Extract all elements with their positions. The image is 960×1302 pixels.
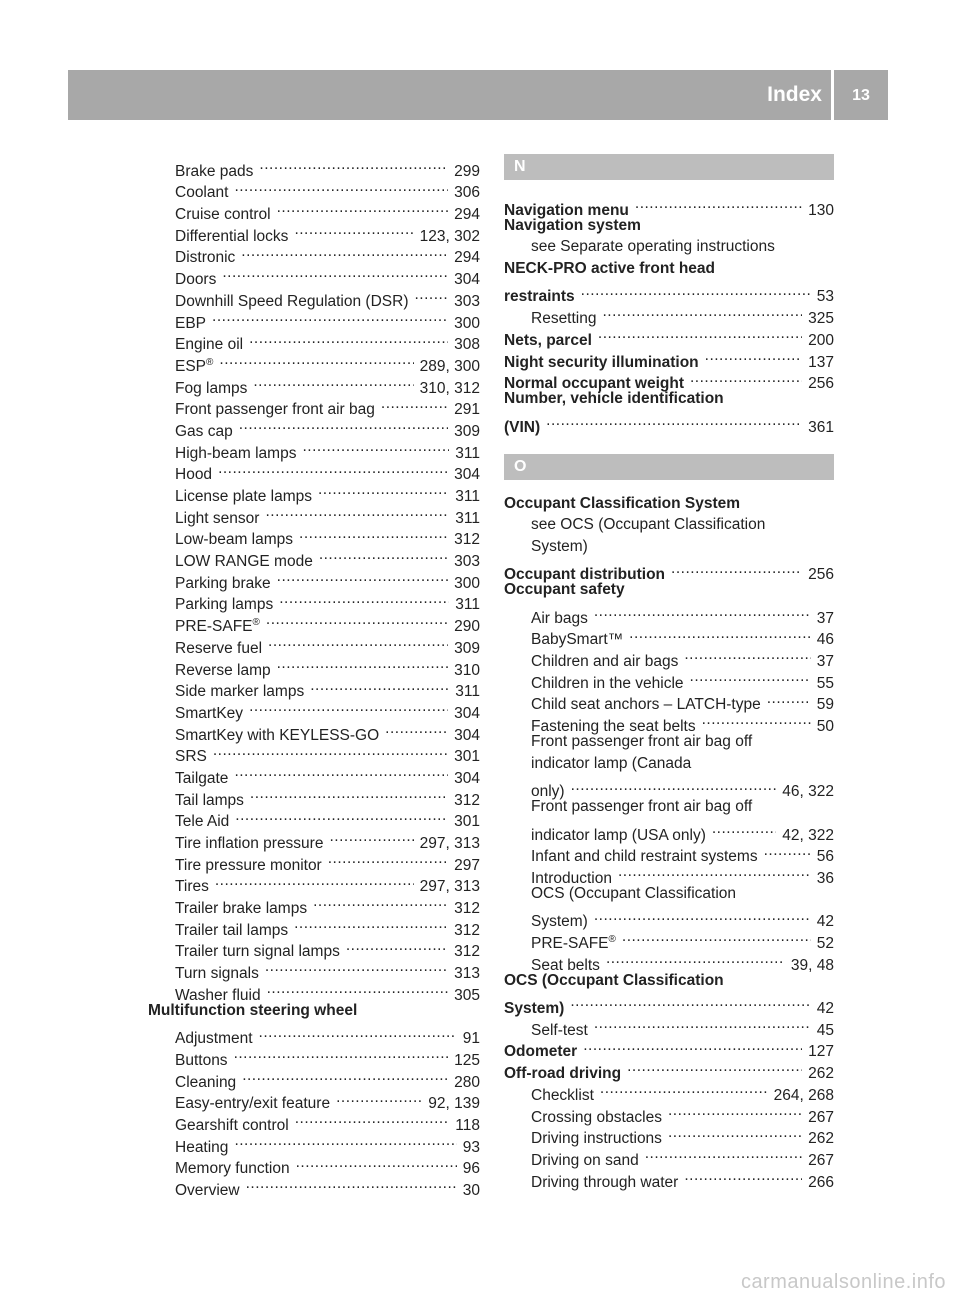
entry-page-number: 304 [454, 769, 480, 787]
dot-leader [336, 1087, 422, 1109]
dot-leader [684, 644, 810, 666]
entry-page-number: 311 [455, 596, 480, 614]
dot-leader [668, 1100, 802, 1122]
entry-label: Front passenger front air bag off [531, 798, 753, 816]
entry-page-number: 42, 322 [782, 826, 834, 844]
dot-leader [299, 523, 448, 545]
dot-leader [259, 1022, 457, 1044]
dot-leader [218, 458, 448, 480]
entry-label: indicator lamp (USA only) [531, 826, 706, 844]
dot-leader [294, 913, 448, 935]
entry-label: Crossing obstacles [531, 1108, 662, 1126]
entry-label: Reverse lamp [175, 661, 271, 679]
index-entry [504, 236, 834, 258]
entry-label: ESP® [175, 356, 214, 375]
entry-page-number: 304 [454, 271, 480, 289]
dot-leader [702, 709, 811, 731]
dot-leader [594, 601, 811, 623]
entry-page-number: 325 [808, 310, 834, 328]
index-entry [504, 753, 834, 775]
index-entry [148, 1022, 480, 1048]
dot-leader [635, 193, 802, 215]
dot-leader [234, 761, 448, 783]
entry-label: Light sensor [175, 509, 260, 527]
entry-page-number: 300 [454, 574, 480, 592]
entry-page-number: 291 [454, 401, 480, 419]
entry-page-number: 312 [454, 943, 480, 961]
dot-leader [234, 1130, 456, 1152]
dot-leader [215, 870, 414, 892]
entry-label: Resetting [531, 310, 597, 328]
entry-page-number: 42 [816, 1000, 834, 1018]
index-entry [504, 558, 834, 584]
entry-label: Side marker lamps [175, 683, 305, 701]
index-entry [504, 493, 834, 515]
entry-label: Trailer brake lamps [175, 900, 308, 918]
dot-leader [690, 666, 811, 688]
dot-leader [277, 653, 449, 675]
entry-page-number: 312 [454, 791, 480, 809]
entry-page-number: 39, 48 [790, 956, 834, 974]
entry-label: Tele Aid [175, 813, 230, 831]
entry-page-number: 55 [816, 674, 834, 692]
entry-label: Seat belts [531, 956, 600, 974]
index-entry [504, 991, 834, 1018]
dot-leader [242, 1065, 448, 1087]
entry-label: SmartKey [175, 704, 244, 722]
dot-leader [266, 609, 448, 631]
dot-leader [627, 1056, 802, 1078]
entry-page-number: 137 [808, 353, 834, 371]
dot-leader [671, 558, 802, 580]
entry-label: Low-beam lamps [175, 531, 294, 549]
entry-label: Easy-entry/exit feature [175, 1095, 331, 1113]
dot-leader [598, 323, 802, 345]
entry-label: Normal occupant weight [504, 375, 684, 393]
entry-label: PRE-SAFE® [531, 933, 616, 952]
entry-label: Number, vehicle identification [504, 390, 724, 408]
dot-leader [583, 1035, 802, 1057]
index-entry [504, 258, 834, 280]
entry-page-number: 304 [454, 726, 480, 744]
entry-label: Gearshift control [175, 1116, 289, 1134]
entry-page-number: 312 [454, 921, 480, 939]
entry-page-number: 92, 139 [428, 1095, 480, 1113]
entry-label: Turn signals [175, 965, 259, 983]
index-entry [504, 536, 834, 558]
dot-leader [246, 1173, 457, 1195]
dot-leader [265, 501, 449, 523]
entry-label: Front passenger front air bag [175, 401, 375, 419]
entry-label: Cleaning [175, 1073, 237, 1091]
entry-page-number: 96 [462, 1160, 480, 1178]
entry-label: BabySmart™ [531, 631, 624, 649]
entry-label: Occupant safety [504, 581, 625, 599]
entry-page-number: 256 [808, 566, 834, 584]
entry-page-number: 289, 300 [419, 357, 480, 375]
entry-label: Adjustment [175, 1030, 253, 1048]
section-letter-header: O [504, 454, 834, 480]
entry-label: System) [504, 1000, 565, 1018]
entry-label: NECK-PRO active front head [504, 260, 716, 278]
entry-page-number: 290 [454, 618, 480, 636]
entry-page-number: 123, 302 [419, 227, 480, 245]
index-entry [148, 154, 480, 180]
index-entry [504, 514, 834, 536]
entry-page-number: 310, 312 [419, 379, 480, 397]
entry-label: Air bags [531, 609, 588, 627]
entry-page-number: 37 [816, 653, 834, 671]
entry-label: Driving through water [531, 1173, 679, 1191]
index-column-left [148, 154, 480, 1199]
dot-leader [219, 349, 413, 371]
entry-page-number: 130 [808, 201, 834, 219]
entry-label: Engine oil [175, 336, 244, 354]
entry-page-number: 118 [455, 1116, 480, 1134]
dot-leader [313, 891, 448, 913]
dot-leader [546, 410, 802, 432]
entry-page-number: 294 [454, 206, 480, 224]
entry-label: Multifunction steering wheel [148, 1001, 358, 1019]
entry-label: Fastening the seat belts [531, 718, 696, 736]
entry-label: Downhill Speed Regulation (DSR) [175, 292, 409, 310]
entry-label: SRS [175, 748, 207, 766]
entry-label: see OCS (Occupant Classification [531, 516, 766, 534]
entry-page-number: 93 [462, 1138, 480, 1156]
entry-page-number: 300 [454, 314, 480, 332]
entry-page-number: 46, 322 [782, 783, 834, 801]
entry-page-number: 297 [454, 856, 480, 874]
dot-leader [253, 371, 413, 393]
entry-label: Washer fluid [175, 986, 261, 1004]
entry-label: Brake pads [175, 162, 254, 180]
entry-label: see Separate operating instructions [531, 238, 775, 256]
entry-label: System) [531, 537, 588, 555]
entry-page-number: 299 [454, 162, 480, 180]
entry-label: Memory function [175, 1160, 290, 1178]
dot-leader [618, 861, 811, 883]
entry-label: Occupant Classification System [504, 494, 741, 512]
entry-label: Parking brake [175, 574, 271, 592]
dot-leader [295, 1108, 450, 1130]
entry-page-number: 312 [454, 531, 480, 549]
entry-label: Navigation system [504, 216, 641, 234]
entry-label: Child seat anchors – LATCH-type [531, 696, 761, 714]
entry-page-number: 36 [816, 869, 834, 887]
index-entry [504, 818, 834, 844]
index-entry [504, 410, 834, 436]
index-entry [504, 388, 834, 410]
entry-page-number: 304 [454, 704, 480, 722]
entry-page-number: 267 [808, 1151, 834, 1169]
page-title: Index [767, 83, 822, 106]
entry-page-number: 311 [455, 488, 480, 505]
section-spacer [504, 432, 834, 454]
dot-leader [279, 588, 449, 610]
entry-page-number: 50 [816, 718, 834, 736]
dot-leader [629, 623, 811, 645]
dot-leader [645, 1143, 802, 1165]
entry-page-number: 301 [454, 748, 480, 766]
entry-label: Gas cap [175, 422, 233, 440]
dot-leader [414, 284, 448, 306]
dot-leader [600, 1078, 768, 1100]
entry-label: Infant and child restraint systems [531, 848, 758, 866]
entry-label: Parking lamps [175, 596, 274, 614]
entry-page-number: 280 [454, 1073, 480, 1091]
dot-leader [581, 280, 811, 302]
entry-page-number: 59 [816, 696, 834, 714]
entry-label: Self-test [531, 1021, 588, 1039]
entry-page-number: 267 [808, 1108, 834, 1126]
index-column-right [504, 154, 834, 1191]
entry-label: Trailer tail lamps [175, 921, 289, 939]
entry-label: Children and air bags [531, 653, 679, 671]
entry-page-number: 46 [816, 631, 834, 649]
entry-page-number: 311 [455, 444, 480, 462]
entry-label: indicator lamp (Canada [531, 754, 692, 772]
dot-leader [712, 818, 776, 840]
entry-page-number: 256 [808, 375, 834, 393]
dot-leader [235, 805, 448, 827]
entry-page-number: 309 [454, 422, 480, 440]
dot-leader [302, 436, 449, 458]
dot-leader [668, 1122, 802, 1144]
entry-page-number: 52 [816, 935, 834, 952]
dot-leader [767, 688, 811, 710]
entry-page-number: 56 [816, 848, 834, 866]
entry-page-number: 304 [454, 466, 480, 484]
entry-page-number: 30 [462, 1182, 480, 1199]
dot-leader [250, 783, 448, 805]
entry-page-number: 200 [808, 331, 834, 349]
entry-page-number: 303 [454, 553, 480, 571]
dot-leader [222, 262, 448, 284]
dot-leader [277, 197, 449, 219]
dot-leader [690, 367, 802, 389]
entry-page-number: 361 [808, 418, 834, 436]
index-entry [504, 775, 834, 801]
entry-label: Tire inflation pressure [175, 835, 324, 852]
dot-leader [249, 696, 448, 718]
entry-page-number: 311 [455, 683, 480, 701]
entry-label: Distronic [175, 249, 236, 267]
entry-label: EBP [175, 314, 207, 332]
entry-page-number: 305 [454, 986, 480, 1004]
entry-page-number: 297, 313 [419, 835, 480, 852]
entry-label: Tires [175, 878, 209, 896]
watermark: carmanualsonline.info [740, 1271, 946, 1293]
entry-label: Odometer [504, 1043, 578, 1061]
dot-leader [239, 414, 448, 436]
dot-leader [259, 154, 448, 176]
dot-leader [606, 948, 785, 970]
entry-label: Trailer turn signal lamps [175, 943, 340, 961]
entry-page-number: 313 [454, 965, 480, 983]
entry-page-number: 127 [808, 1043, 834, 1061]
dot-leader [570, 991, 810, 1013]
entry-page-number: 301 [454, 813, 480, 831]
entry-page-number: 262 [808, 1065, 834, 1083]
entry-label: only) [531, 783, 565, 801]
dot-leader [764, 840, 811, 862]
entry-page-number: 53 [816, 288, 834, 306]
entry-label: Coolant [175, 184, 229, 202]
dot-leader [234, 1043, 449, 1065]
index-entry [504, 970, 834, 992]
entry-label: High-beam lamps [175, 444, 297, 462]
dot-leader [594, 905, 811, 927]
index-entry [148, 1000, 480, 1022]
entry-label: Tail lamps [175, 791, 244, 809]
entry-label: Hood [175, 466, 213, 484]
entry-page-number: 311 [455, 509, 480, 527]
entry-label: Off-road driving [504, 1065, 622, 1083]
index-entry [504, 883, 834, 905]
entry-label: Heating [175, 1138, 229, 1156]
dot-leader [277, 566, 448, 588]
dot-leader [328, 848, 448, 870]
entry-label: PRE-SAFE® [175, 616, 260, 636]
entry-label: Checklist [531, 1086, 594, 1104]
index-entry [504, 905, 834, 931]
dot-leader [571, 775, 777, 797]
entry-label: Occupant distribution [504, 566, 666, 584]
dot-leader [346, 935, 448, 957]
dot-leader [234, 176, 448, 198]
entry-page-number: 310 [454, 661, 480, 679]
entry-label: Nets, parcel [504, 331, 592, 349]
entry-label: Reserve fuel [175, 639, 263, 657]
dot-leader [296, 1152, 457, 1174]
entry-page-number: 309 [454, 639, 480, 657]
entry-page-number: 91 [462, 1030, 480, 1048]
dot-leader [329, 826, 413, 848]
entry-page-number: 297, 313 [419, 878, 480, 896]
dot-leader [318, 479, 449, 501]
entry-page-number: 264, 268 [773, 1086, 834, 1104]
dot-leader [212, 306, 448, 328]
dot-leader [381, 393, 448, 415]
entry-label: Navigation menu [504, 201, 629, 219]
entry-label: Children in the vehicle [531, 674, 684, 692]
entry-page-number: 42 [816, 913, 834, 931]
page-header [68, 70, 888, 120]
index-entry [504, 280, 834, 306]
entry-page-number: 125 [454, 1051, 480, 1069]
entry-page-number: 303 [454, 292, 480, 310]
index-entry [504, 731, 834, 753]
entry-label: Tailgate [175, 769, 229, 787]
dot-leader [213, 740, 448, 762]
entry-label: System) [531, 913, 588, 931]
entry-label: Buttons [175, 1051, 228, 1069]
entry-label: LOW RANGE mode [175, 553, 313, 571]
dot-leader [268, 631, 448, 653]
entry-page-number: 266 [808, 1173, 834, 1191]
entry-label: OCS (Occupant Classification [531, 884, 737, 902]
dot-leader [385, 718, 448, 740]
dot-leader [705, 345, 802, 367]
dot-leader [319, 544, 448, 566]
index-entry [504, 193, 834, 219]
entry-label: OCS (Occupant Classification [504, 971, 724, 989]
section-letter-header: N [504, 154, 834, 180]
entry-page-number: 294 [454, 249, 480, 267]
dot-leader [249, 328, 448, 350]
dot-leader [294, 219, 413, 241]
entry-label: Differential locks [175, 227, 289, 245]
entry-label: Introduction [531, 869, 612, 887]
entry-label: License plate lamps [175, 488, 312, 505]
entry-page-number: 45 [816, 1021, 834, 1039]
entry-label: (VIN) [504, 418, 541, 436]
index-entry [504, 215, 834, 237]
dot-leader [594, 1013, 811, 1035]
dot-leader [241, 241, 448, 263]
entry-label: Overview [175, 1182, 240, 1199]
dot-leader [267, 978, 449, 1000]
entry-label: Doors [175, 271, 217, 289]
entry-page-number: 37 [816, 609, 834, 627]
dot-leader [622, 926, 811, 948]
entry-label: SmartKey with KEYLESS-GO [175, 726, 380, 744]
entry-label: Tire pressure monitor [175, 856, 322, 874]
index-entry [504, 601, 834, 627]
entry-label: Night security illumination [504, 353, 699, 371]
entry-page-number: 306 [454, 184, 480, 202]
dot-leader [265, 956, 448, 978]
dot-leader [684, 1165, 802, 1187]
entry-label: Driving on sand [531, 1151, 639, 1169]
entry-label: Cruise control [175, 206, 271, 224]
entry-label: restraints [504, 288, 575, 306]
page-number: 13 [852, 87, 870, 104]
dot-leader [310, 675, 449, 697]
entry-page-number: 312 [454, 900, 480, 918]
entry-label: Driving instructions [531, 1130, 662, 1148]
dot-leader [602, 301, 802, 323]
index-entry [504, 579, 834, 601]
entry-page-number: 262 [808, 1130, 834, 1148]
entry-label: Fog lamps [175, 379, 248, 397]
entry-page-number: 308 [454, 336, 480, 354]
entry-label: Front passenger front air bag off [531, 733, 753, 751]
